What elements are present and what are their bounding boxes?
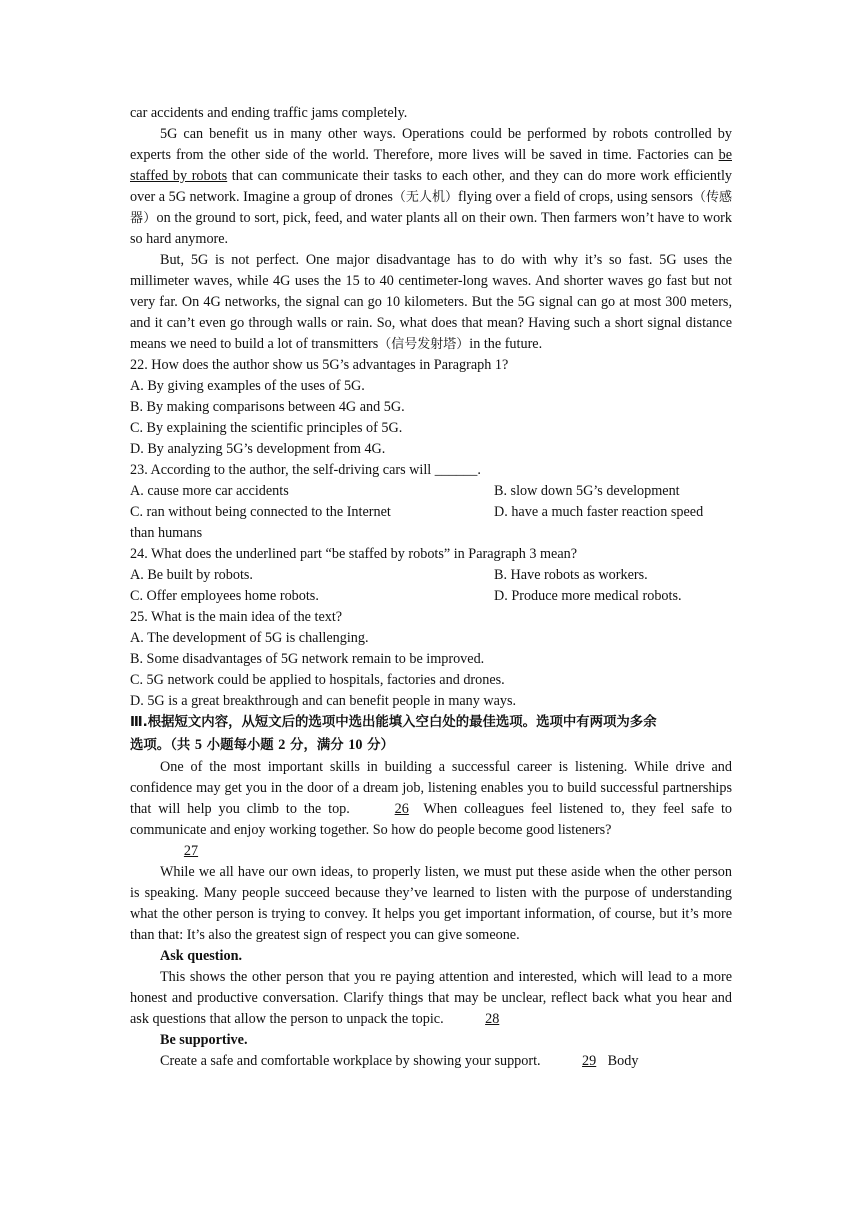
p3-chinese-gloss-2: （传感器） xyxy=(130,190,732,226)
p3-text-a: 5G can benefit us in many other ways. Operations could be performed by robots controlled by experts from the other side of the world. Therefore, more lives will be saved in time. Factories can xyxy=(130,126,732,163)
paragraph-4 xyxy=(130,250,732,355)
blank-26: 26 xyxy=(394,801,409,817)
question-25-stem: 25. What is the main idea of the text? xyxy=(130,609,343,625)
question-22-option-d: D. By analyzing 5G’s development from 4G. xyxy=(130,441,386,457)
section-3-question-count: 5 xyxy=(194,737,203,753)
question-24-stem: 24. What does the underlined part “be staffed by robots” in Paragraph 3 mean? xyxy=(130,546,578,562)
question-24-row-1 xyxy=(130,565,732,586)
s3-p1-text-a: One of the most important skills in building a successful career is listening. While drive and confidence may get you in the door of a dream job, listening enables you to build successful partnerships that will help you climb to the top. xyxy=(130,759,732,817)
paragraph-3 xyxy=(130,124,732,250)
section-3-title-line-1: Ⅲ.根据短文内容，从短文后的选项中选出能填入空白处的最佳选项。选项中有两项为多余 xyxy=(130,715,657,730)
p4-chinese-gloss: （信号发射塔） xyxy=(378,337,470,352)
question-24-option-a: A. Be built by robots. xyxy=(130,567,253,583)
section-3-title-part-1: 选项。（共 xyxy=(130,738,195,753)
paragraph-continued: car accidents and ending traffic jams completely. xyxy=(130,105,408,121)
p3-text-c: flying over a field of crops, using sensors xyxy=(458,189,693,205)
section-3-paragraph-1 xyxy=(130,757,732,841)
question-25-option-b: B. Some disadvantages of 5G network remain to be improved. xyxy=(130,651,485,667)
section-3-paragraph-2: While we all have our own ideas, to properly listen, we must put these aside when the other person is speaking. Many people succeed because they’ve learned to listen with the purpose of understanding what the other person is trying to convey. It helps you get important information, of course, but it’s more than that: It’s also the greatest sign of respect you can give someone. xyxy=(130,864,732,943)
question-23-row-1 xyxy=(130,481,732,502)
question-23-option-d: D. have a much faster reaction speed xyxy=(494,504,704,520)
question-24-option-d: D. Produce more medical robots. xyxy=(494,588,682,604)
heading-be-supportive: Be supportive. xyxy=(160,1032,248,1048)
s3-p3-text-a: This shows the other person that you re paying attention and interested, which will lead to a more honest and productive conversation. Clarify things that may be unclear, reflect back what you hear and ask questions that allow the person to unpack the topic. xyxy=(130,969,732,1027)
question-22-option-b: B. By making comparisons between 4G and 5G. xyxy=(130,399,405,415)
section-3-paragraph-4 xyxy=(130,1051,732,1072)
question-25-option-c: C. 5G network could be applied to hospitals, factories and drones. xyxy=(130,672,505,688)
blank-29: 29 xyxy=(582,1053,597,1069)
blank-27-line xyxy=(130,841,732,862)
p3-text-d: on the ground to sort, pick, feed, and water plants all on their own. Then farmers won’t have to work so hard anymore. xyxy=(130,210,732,247)
question-22-option-a: A. By giving examples of the uses of 5G. xyxy=(130,378,365,394)
question-23-option-d-continued: than humans xyxy=(130,525,203,541)
document-page xyxy=(130,103,732,1072)
underlined-phrase: be staffed by robots xyxy=(130,147,732,184)
heading-ask-question: Ask question. xyxy=(160,948,243,964)
question-23-stem: 23. According to the author, the self-driving cars will ______. xyxy=(130,462,481,478)
blank-28: 28 xyxy=(485,1011,500,1027)
s3-p1-text-b: When colleagues feel listened to, they feel safe to communicate and enjoy working together. So how do people become good listeners? xyxy=(130,801,732,838)
section-3-title-part-4: 分） xyxy=(362,738,394,753)
p4-text-b: in the future. xyxy=(469,336,543,352)
section-3-title-part-2: 小题每小题 xyxy=(202,738,279,753)
blank-27: 27 xyxy=(183,843,199,859)
section-3-total-points: 10 xyxy=(348,737,363,753)
question-22-option-c: C. By explaining the scientific principles of 5G. xyxy=(130,420,403,436)
question-23-option-b: B. slow down 5G’s development xyxy=(494,483,680,499)
question-24-row-2 xyxy=(130,586,732,607)
question-23-row-2 xyxy=(130,502,732,523)
question-24-option-c: C. Offer employees home robots. xyxy=(130,588,319,604)
p3-chinese-gloss-1: （无人机） xyxy=(392,190,458,205)
question-25-option-a: A. The development of 5G is challenging. xyxy=(130,630,369,646)
question-25-option-d: D. 5G is a great breakthrough and can benefit people in many ways. xyxy=(130,693,517,709)
s3-p4-text-a: Create a safe and comfortable workplace by showing your support. xyxy=(160,1053,545,1069)
p4-text-a: But, 5G is not perfect. One major disadvantage has to do with why it’s so fast. 5G uses the millimeter waves, while 4G uses the 15 to 40 centimeter-long waves. And shorter waves go fast but not very far. On 4G networks, the signal can go 10 kilometers. But the 5G signal can go at most 300 meters, and it can’t even go through walls or rain. So, what does that mean? Having such a short signal distance means we need to build a lot of transmitters xyxy=(130,252,732,352)
section-3-title-part-3: 分，满分 xyxy=(285,738,349,753)
question-23-option-c: C. ran without being connected to the Internet xyxy=(130,504,391,520)
question-24-option-b: B. Have robots as workers. xyxy=(494,567,648,583)
s3-p4-text-b: Body xyxy=(604,1053,639,1069)
question-23-option-a: A. cause more car accidents xyxy=(130,483,289,499)
p3-text-b: that can communicate their tasks to each other, and they can do more work efficiently over a 5G network. Imagine a group of drones xyxy=(130,168,732,205)
question-22-stem: 22. How does the author show us 5G’s advantages in Paragraph 1? xyxy=(130,357,509,373)
section-3-points-each: 2 xyxy=(278,737,286,753)
section-3-paragraph-3 xyxy=(130,967,732,1030)
section-3-title xyxy=(130,712,732,757)
